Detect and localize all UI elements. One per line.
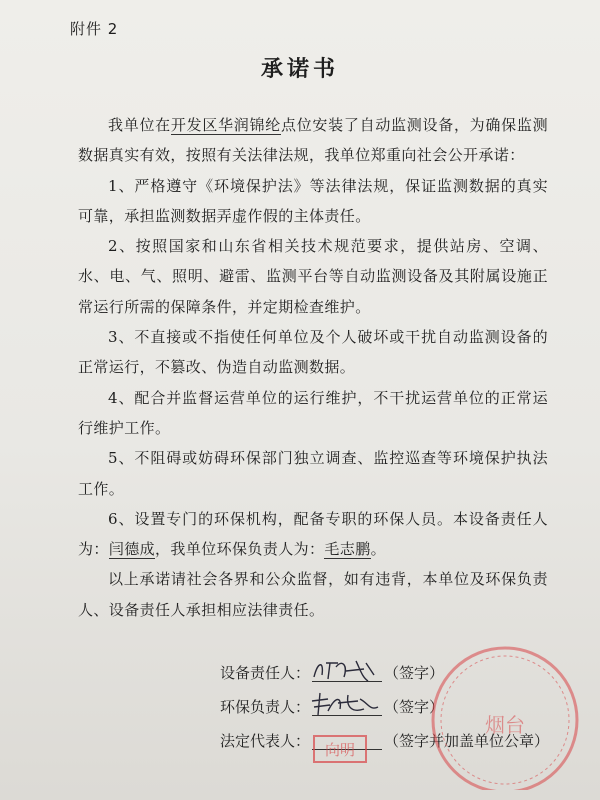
- seal-text: 烟台: [485, 713, 525, 737]
- signature-label: 设备责任人：: [220, 663, 311, 682]
- signature-hint: （签字）: [384, 663, 445, 682]
- commitment-item-5: 5、不阻碍或妨碍环保部门独立调查、监控巡查等环境保护执法工作。: [78, 449, 548, 498]
- equipment-person-name: 闫德成: [108, 540, 156, 559]
- company-seal-icon: [410, 640, 590, 790]
- signature-label: 环保负责人：: [220, 697, 311, 716]
- intro-paragraph: [78, 110, 548, 171]
- signature-hint: （签字并加盖单位公章）: [384, 731, 550, 750]
- item6-text1: 6、设置专门的环保机构，配备专职的环保人员。本设备责任人为：: [78, 509, 548, 559]
- document-body: [78, 110, 548, 625]
- commitment-item-1: 1、严格遵守《环境保护法》等法律法规，保证监测数据的真实可靠，承担监测数据弄虚作假的主体责任。: [78, 176, 548, 225]
- env-person-name: 毛志鹏: [324, 540, 371, 559]
- signature-line: [312, 697, 382, 716]
- document-title: 承诺书: [260, 57, 339, 82]
- name-seal-icon: [312, 734, 368, 764]
- commitment-item-3: 3、不直接或不指使任何单位及个人破坏或干扰自动监测设备的正常运行，不篡改、伪造自动监测数据。: [78, 328, 548, 377]
- intro-before: 我单位在: [108, 116, 171, 134]
- name-seal-text: 向明: [324, 741, 356, 759]
- signature-line: [312, 663, 382, 682]
- intro-location: 开发区华润锦纶: [170, 116, 281, 134]
- closing-paragraph: 以上承诺请社会各界和公众监督，如有违背，本单位及环保负责人、设备责任人承担相应法律责任。: [78, 570, 548, 619]
- signature-label: 法定代表人：: [220, 731, 311, 750]
- commitment-item-4: 4、配合并监督运营单位的运行维护，不干扰运营单位的正常运行维护工作。: [78, 388, 548, 437]
- handwritten-signature-icon: [308, 655, 388, 685]
- commitment-item-6: [78, 504, 548, 565]
- intro-after: 点位安装了自动监测设备，为确保监测数据真实有效，按照有关法律法规，我单位郑重向社会公开承诺：: [78, 116, 548, 165]
- annex-label: 附件 2: [70, 20, 119, 38]
- handwritten-signature-icon: [308, 689, 388, 719]
- signature-hint: （签字）: [384, 697, 445, 716]
- commitment-item-2: 2、按照国家和山东省相关技术规范要求，提供站房、空调、水、电、气、照明、避雷、监测平台等自动监测设备及其附属设施正常运行所需的保障条件，并定期检查维护。: [78, 237, 548, 316]
- item6-text3: 。: [370, 540, 387, 559]
- item6-text2: ，我单位环保负责人为：: [155, 540, 325, 559]
